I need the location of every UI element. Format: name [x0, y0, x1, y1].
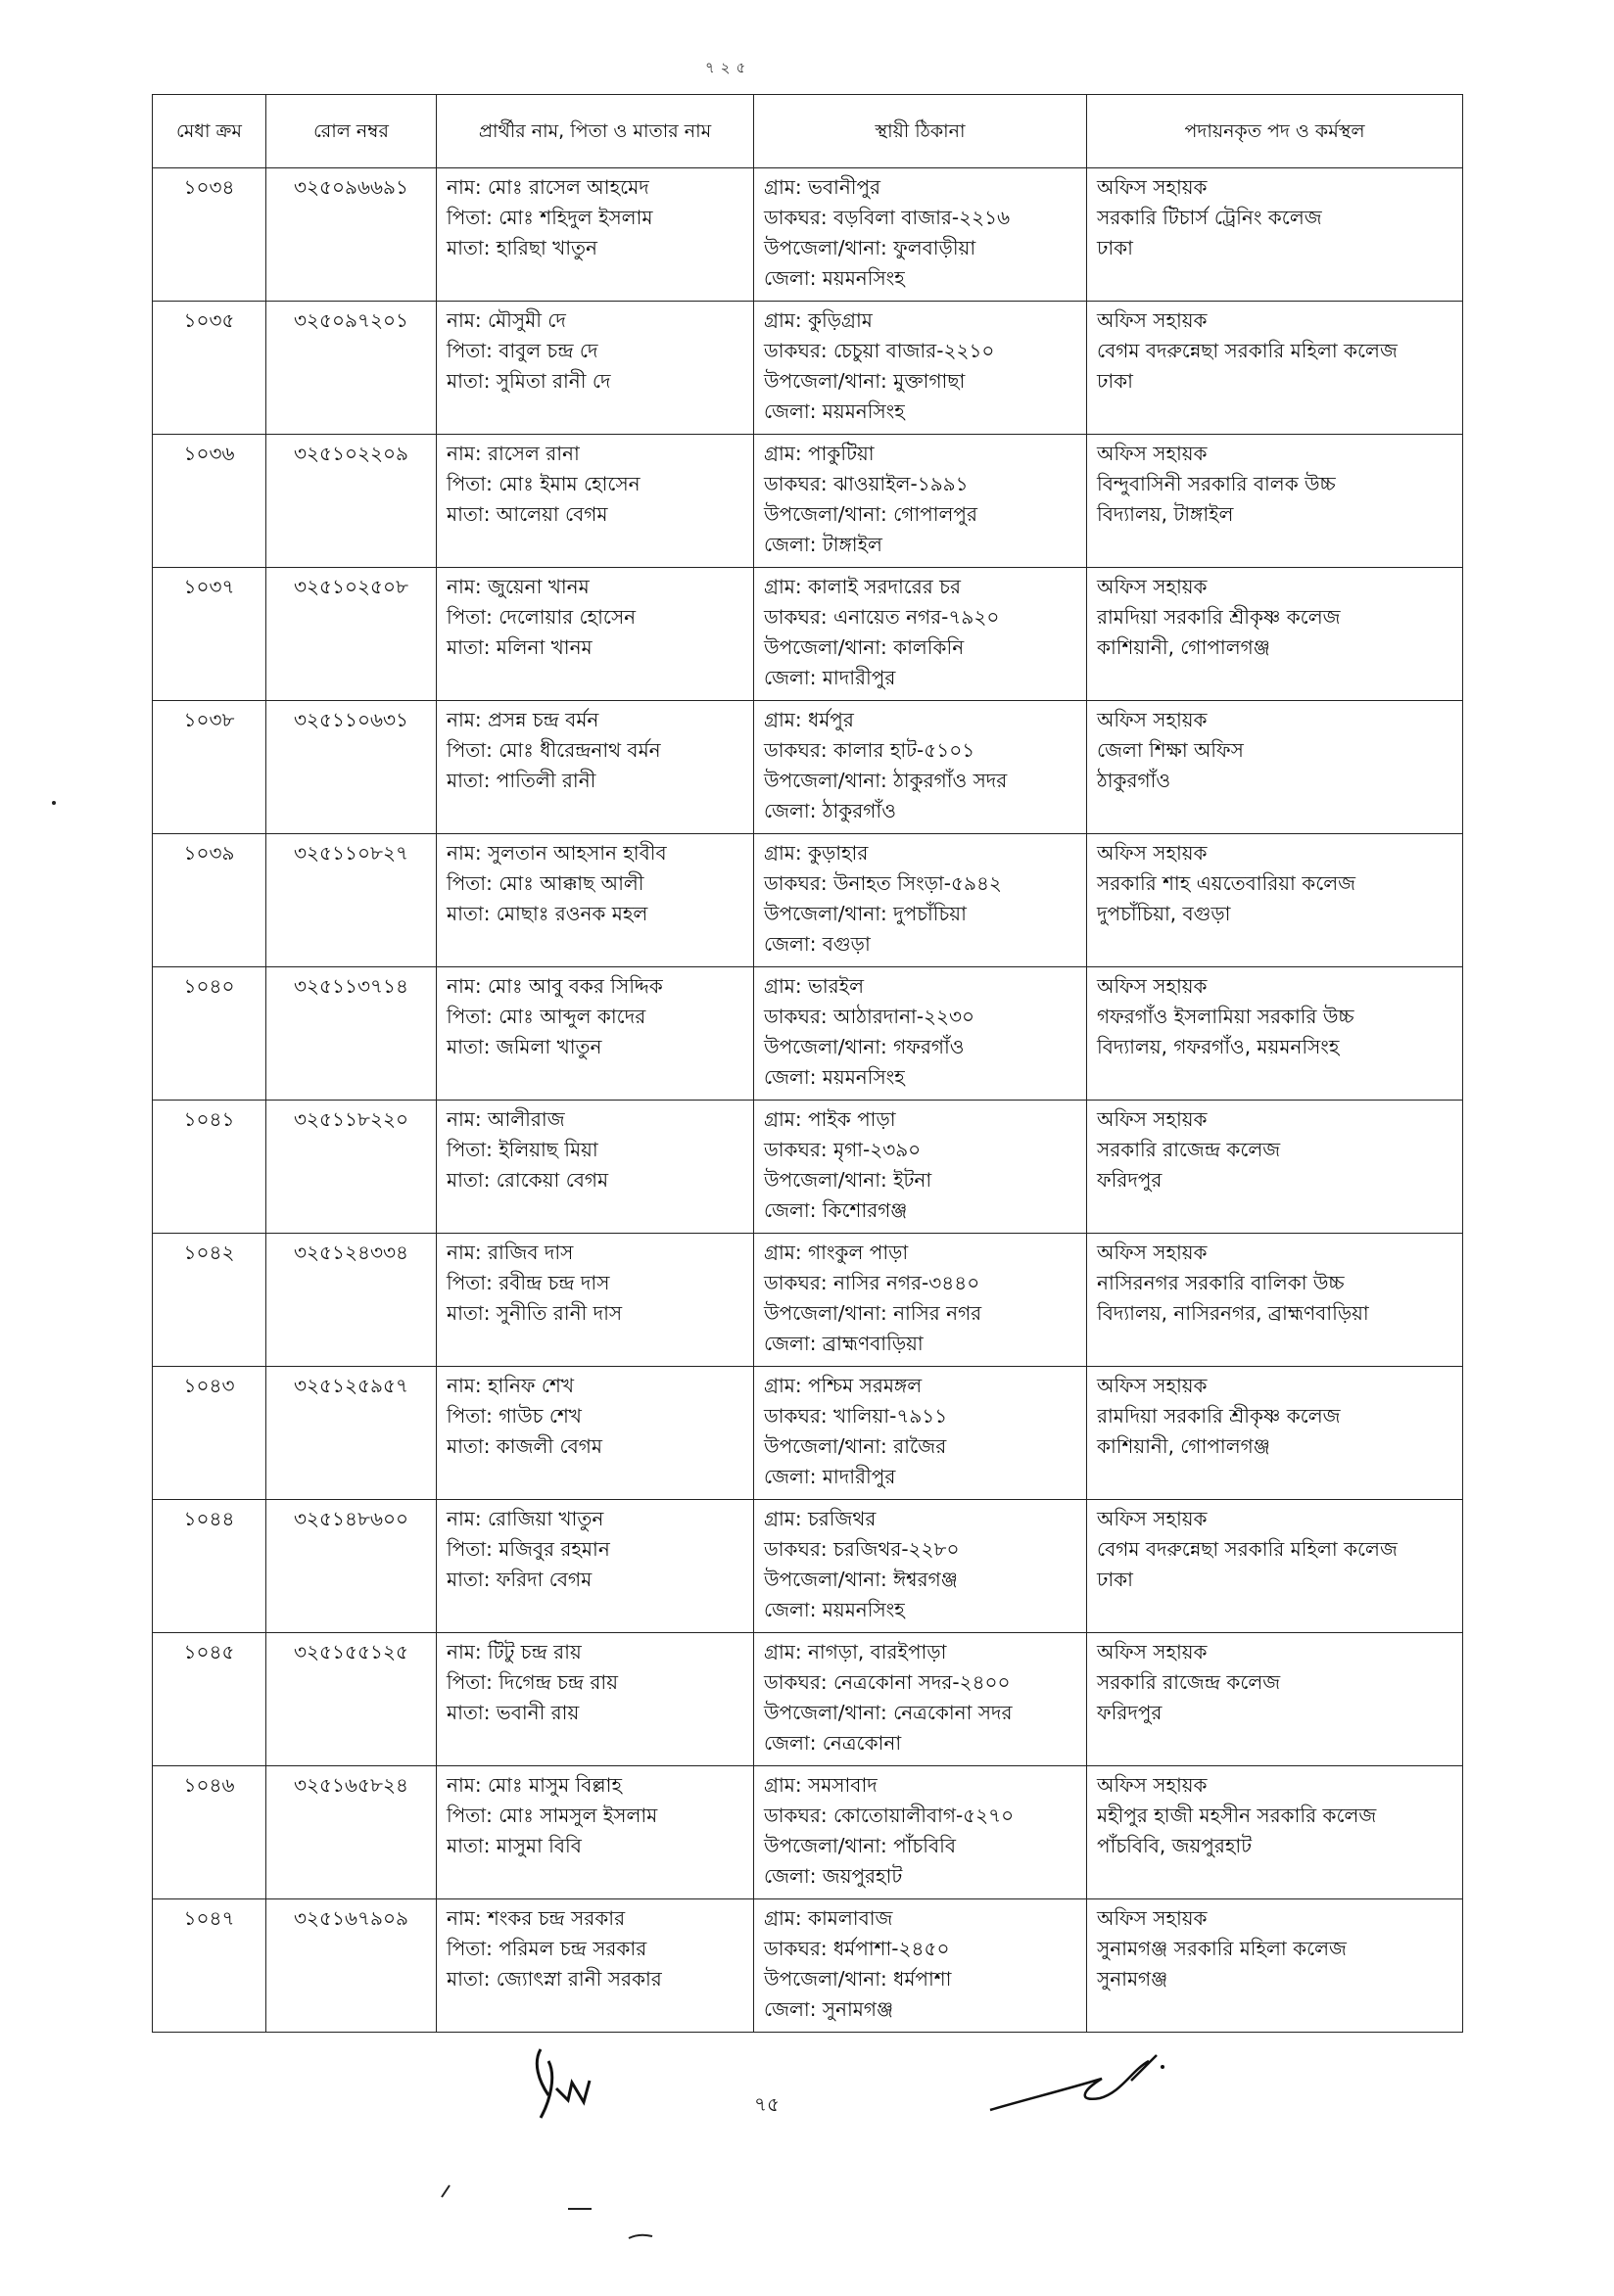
candidate-line: নাম: হানিফ শেখ: [447, 1374, 574, 1397]
address-line: ডাকঘর: চেচুয়া বাজার-২২১০: [764, 339, 995, 362]
address-line: উপজেলা/থানা: মুক্তাগাছা: [764, 369, 966, 393]
candidate-name-cell: [437, 967, 754, 1101]
left-signature: [527, 2041, 615, 2130]
address-line: ডাকঘর: চরজিথর-২২৮০: [764, 1537, 960, 1561]
candidate-line: মাতা: কাজলী বেগম: [447, 1434, 602, 1458]
posting-line: বেগম বদরুন্নেছা সরকারি মহিলা কলেজ: [1097, 339, 1398, 362]
roll-number-cell: ৩২৫১০২৫০৮: [266, 568, 437, 701]
posting-line: নাসিরনগর সরকারি বালিকা উচ্চ: [1097, 1271, 1345, 1294]
table-row: [153, 168, 1463, 302]
address-line: উপজেলা/থানা: পাঁচবিবি: [764, 1834, 956, 1857]
posting-line: বিদ্যালয়, গফরগাঁও, ময়মনসিংহ: [1097, 1035, 1340, 1058]
table-row: [153, 568, 1463, 701]
address-cell: [754, 1633, 1087, 1766]
candidate-line: নাম: সুলতান আহসান হাবীব: [447, 841, 667, 865]
address-line: গ্রাম: কুড়াহার: [764, 841, 869, 865]
address-line: জেলা: ময়মনসিংহ: [764, 399, 905, 423]
posting-line: বিদ্যালয়, নাসিরনগর, ব্রাহ্মণবাড়িয়া: [1097, 1301, 1369, 1325]
address-cell: [754, 1101, 1087, 1234]
candidate-line: পিতা: গাউচ শেখ: [447, 1404, 582, 1428]
posting-line: অফিস সহায়ক: [1097, 308, 1208, 332]
candidate-line: পিতা: মোঃ আক্কাছ আলী: [447, 871, 644, 895]
address-line: জেলা: ময়মনসিংহ: [764, 266, 905, 290]
candidate-line: মাতা: সুনীতি রানী দাস: [447, 1301, 623, 1325]
address-line: ডাকঘর: ধর্মপাশা-২৪৫০: [764, 1937, 950, 1960]
address-cell: [754, 568, 1087, 701]
address-line: জেলা: ঠাকুরগাঁও: [764, 799, 896, 822]
posting-line: অফিস সহায়ক: [1097, 575, 1208, 598]
table-row: [153, 1500, 1463, 1633]
roll-number-cell: ৩২৫১৬৭৯০৯: [266, 1899, 437, 2033]
posting-line: অফিস সহায়ক: [1097, 974, 1208, 998]
posting-line: অফিস সহায়ক: [1097, 1906, 1208, 1930]
candidate-line: নাম: মোঃ আবু বকর সিদ্দিক: [447, 974, 663, 998]
table-row: [153, 1101, 1463, 1234]
candidate-name-cell: [437, 435, 754, 568]
table-row: [153, 834, 1463, 967]
address-line: উপজেলা/থানা: ঠাকুরগাঁও সদর: [764, 769, 1008, 792]
address-line: ডাকঘর: এনায়েত নগর-৭৯২০: [764, 605, 1000, 629]
address-line: ডাকঘর: নেত্রকোনা সদর-২৪০০: [764, 1670, 1011, 1694]
posting-line: সরকারি টিচার্স ট্রেনিং কলেজ: [1097, 206, 1322, 229]
candidate-line: পিতা: মোঃ আব্দুল কাদের: [447, 1005, 646, 1028]
address-line: ডাকঘর: ঝাওয়াইল-১৯৯১: [764, 472, 969, 495]
candidate-line: পিতা: দিগেন্দ্র চন্দ্র রায়: [447, 1670, 619, 1694]
roll-number-cell: ৩২৫০৯৭২০১: [266, 302, 437, 435]
address-line: গ্রাম: চরজিথর: [764, 1507, 877, 1530]
posting-cell: [1087, 1633, 1463, 1766]
address-line: ডাকঘর: মৃগা-২৩৯০: [764, 1138, 922, 1161]
address-line: জেলা: ব্রাহ্মণবাড়িয়া: [764, 1332, 924, 1355]
candidate-name-cell: [437, 568, 754, 701]
table-row: [153, 1899, 1463, 2033]
address-line: ডাকঘর: নাসির নগর-৩৪৪০: [764, 1271, 980, 1294]
address-line: গ্রাম: পাইক পাড়া: [764, 1107, 896, 1131]
merit-list-table: [152, 94, 1463, 2033]
posting-cell: [1087, 1101, 1463, 1234]
table-row: [153, 701, 1463, 834]
page-top-mark: ৭২৫: [705, 59, 752, 76]
right-signature: [984, 2041, 1180, 2130]
candidate-line: মাতা: জ্যোৎস্না রানী সরকার: [447, 1967, 662, 1991]
table-row: [153, 1367, 1463, 1500]
candidate-line: পিতা: ইলিয়াছ মিয়া: [447, 1138, 598, 1161]
header-posting: পদায়নকৃত পদ ও কর্মস্থল: [1087, 95, 1463, 168]
candidate-name-cell: [437, 1633, 754, 1766]
candidate-line: পিতা: বাবুল চন্দ্র দে: [447, 339, 598, 362]
candidate-line: নাম: রাজিব দাস: [447, 1241, 574, 1264]
table-row: [153, 435, 1463, 568]
candidate-line: মাতা: মোছাঃ রওনক মহল: [447, 902, 648, 925]
posting-line: রামদিয়া সরকারি শ্রীকৃষ্ণ কলেজ: [1097, 1404, 1341, 1428]
header-roll-number: রোল নম্বর: [266, 95, 437, 168]
posting-cell: [1087, 1899, 1463, 2033]
posting-line: অফিস সহায়ক: [1097, 1241, 1208, 1264]
address-line: জেলা: নেত্রকোনা: [764, 1731, 902, 1755]
roll-number-cell: ৩২৫১৬৫৮২৪: [266, 1766, 437, 1899]
candidate-line: মাতা: রোকেয়া বেগম: [447, 1168, 609, 1192]
address-line: উপজেলা/থানা: কালকিনি: [764, 635, 965, 659]
posting-cell: [1087, 1766, 1463, 1899]
merit-serial-cell: ১০৩৫: [153, 302, 266, 435]
address-line: উপজেলা/থানা: দুপচাঁচিয়া: [764, 902, 967, 925]
candidate-line: নাম: জুয়েনা খানম: [447, 575, 590, 598]
posting-cell: [1087, 1234, 1463, 1367]
stray-mark: [627, 2230, 656, 2242]
address-line: গ্রাম: পাকুটিয়া: [764, 442, 875, 465]
candidate-line: মাতা: আলেয়া বেগম: [447, 502, 608, 526]
address-cell: [754, 435, 1087, 568]
posting-line: অফিস সহায়ক: [1097, 1374, 1208, 1397]
header-merit-serial: মেধা ক্রম: [153, 95, 266, 168]
address-cell: [754, 1367, 1087, 1500]
stray-mark: [566, 2203, 595, 2215]
candidate-line: পিতা: মোঃ সামসুল ইসলাম: [447, 1804, 658, 1827]
candidate-line: পিতা: মোঃ শহিদুল ইসলাম: [447, 206, 653, 229]
posting-line: ঢাকা: [1097, 1568, 1133, 1591]
candidate-line: পিতা: মোঃ ধীরেন্দ্রনাথ বর্মন: [447, 738, 661, 762]
merit-serial-cell: ১০৩৯: [153, 834, 266, 967]
roll-number-cell: ৩২৫১২৪৩৩৪: [266, 1234, 437, 1367]
candidate-line: পিতা: রবীন্দ্র চন্দ্র দাস: [447, 1271, 610, 1294]
address-line: উপজেলা/থানা: ফুলবাড়ীয়া: [764, 236, 976, 259]
posting-cell: [1087, 1500, 1463, 1633]
posting-line: ঢাকা: [1097, 236, 1133, 259]
posting-line: অফিস সহায়ক: [1097, 841, 1208, 865]
merit-serial-cell: ১০৪৪: [153, 1500, 266, 1633]
address-line: গ্রাম: কালাই সরদারের চর: [764, 575, 961, 598]
address-line: গ্রাম: নাগড়া, বারইপাড়া: [764, 1640, 947, 1663]
address-line: গ্রাম: কুড়িগ্রাম: [764, 308, 873, 332]
candidate-line: নাম: শংকর চন্দ্র সরকার: [447, 1906, 626, 1930]
address-cell: [754, 701, 1087, 834]
candidate-line: মাতা: পাতিলী রানী: [447, 769, 596, 792]
address-line: উপজেলা/থানা: গফরগাঁও: [764, 1035, 965, 1058]
posting-line: অফিস সহায়ক: [1097, 1107, 1208, 1131]
address-line: উপজেলা/থানা: ঈশ্বরগঞ্জ: [764, 1568, 958, 1591]
candidate-name-cell: [437, 1766, 754, 1899]
posting-line: মহীপুর হাজী মহসীন সরকারি কলেজ: [1097, 1804, 1377, 1827]
address-line: উপজেলা/থানা: রাজৈর: [764, 1434, 947, 1458]
candidate-line: মাতা: ভবানী রায়: [447, 1701, 580, 1724]
roll-number-cell: ৩২৫১১৩৭১৪: [266, 967, 437, 1101]
merit-serial-cell: ১০৪৫: [153, 1633, 266, 1766]
candidate-line: নাম: মোঃ মাসুম বিল্লাহ: [447, 1773, 622, 1797]
posting-line: সুনামগঞ্জ সরকারি মহিলা কলেজ: [1097, 1937, 1347, 1960]
table-row: [153, 1766, 1463, 1899]
posting-line: বিদ্যালয়, টাঙ্গাইল: [1097, 502, 1234, 526]
roll-number-cell: ৩২৫১১০৮২৭: [266, 834, 437, 967]
address-cell: [754, 1500, 1087, 1633]
roll-number-cell: ৩২৫০৯৬৬৯১: [266, 168, 437, 302]
roll-number-cell: ৩২৫১৫৫১২৫: [266, 1633, 437, 1766]
address-cell: [754, 302, 1087, 435]
header-permanent-address: স্থায়ী ঠিকানা: [754, 95, 1087, 168]
posting-line: বেগম বদরুন্নেছা সরকারি মহিলা কলেজ: [1097, 1537, 1398, 1561]
posting-cell: [1087, 1367, 1463, 1500]
posting-line: কাশিয়ানী, গোপালগঞ্জ: [1097, 635, 1270, 659]
posting-cell: [1087, 834, 1463, 967]
candidate-name-cell: [437, 1500, 754, 1633]
merit-serial-cell: ১০৪২: [153, 1234, 266, 1367]
address-cell: [754, 1234, 1087, 1367]
posting-line: সরকারি রাজেন্দ্র কলেজ: [1097, 1670, 1281, 1694]
address-line: উপজেলা/থানা: ধর্মপাশা: [764, 1967, 952, 1991]
address-line: জেলা: মাদারীপুর: [764, 666, 896, 689]
table-header: [153, 95, 1463, 168]
merit-serial-cell: ১০৩৪: [153, 168, 266, 302]
merit-serial-cell: ১০৩৭: [153, 568, 266, 701]
candidate-name-cell: [437, 1899, 754, 2033]
address-cell: [754, 1766, 1087, 1899]
posting-cell: [1087, 967, 1463, 1101]
address-line: গ্রাম: ভারইল: [764, 974, 864, 998]
address-line: জেলা: কিশোরগঞ্জ: [764, 1198, 908, 1222]
candidate-line: পিতা: মোঃ ইমাম হোসেন: [447, 472, 641, 495]
address-line: উপজেলা/থানা: নেত্রকোনা সদর: [764, 1701, 1013, 1724]
table-row: [153, 302, 1463, 435]
posting-line: সরকারি রাজেন্দ্র কলেজ: [1097, 1138, 1281, 1161]
posting-line: বিন্দুবাসিনী সরকারি বালক উচ্চ: [1097, 472, 1336, 495]
candidate-name-cell: [437, 168, 754, 302]
roll-number-cell: ৩২৫১১০৬৩১: [266, 701, 437, 834]
roll-number-cell: ৩২৫১০২২০৯: [266, 435, 437, 568]
posting-line: দুপচাঁচিয়া, বগুড়া: [1097, 902, 1231, 925]
address-line: জেলা: ময়মনসিংহ: [764, 1598, 905, 1621]
address-line: ডাকঘর: খালিয়া-৭৯১১: [764, 1404, 948, 1428]
table-row: [153, 1234, 1463, 1367]
address-line: গ্রাম: সমসাবাদ: [764, 1773, 878, 1797]
posting-line: সরকারি শাহ এয়তেবারিয়া কলেজ: [1097, 871, 1356, 895]
candidate-line: নাম: মোঃ রাসেল আহমেদ: [447, 175, 649, 199]
candidate-name-cell: [437, 302, 754, 435]
address-cell: [754, 834, 1087, 967]
posting-line: কাশিয়ানী, গোপালগঞ্জ: [1097, 1434, 1270, 1458]
address-line: জেলা: সুনামগঞ্জ: [764, 1997, 894, 2021]
table-row: [153, 967, 1463, 1101]
candidate-line: মাতা: মাসুমা বিবি: [447, 1834, 582, 1857]
address-line: উপজেলা/থানা: ইটনা: [764, 1168, 932, 1192]
posting-line: ফরিদপুর: [1097, 1168, 1163, 1192]
roll-number-cell: ৩২৫১১৮২২০: [266, 1101, 437, 1234]
address-line: ডাকঘর: আঠারদানা-২২৩০: [764, 1005, 975, 1028]
address-line: ডাকঘর: বড়বিলা বাজার-২২১৬: [764, 206, 1011, 229]
merit-serial-cell: ১০৪৬: [153, 1766, 266, 1899]
candidate-line: মাতা: মলিনা খানম: [447, 635, 593, 659]
table-row: [153, 1633, 1463, 1766]
candidate-name-cell: [437, 1234, 754, 1367]
merit-serial-cell: ১০৪১: [153, 1101, 266, 1234]
posting-line: অফিস সহায়ক: [1097, 442, 1208, 465]
candidate-line: নাম: প্রসন্ন চন্দ্র বর্মন: [447, 708, 599, 731]
address-line: গ্রাম: ভবানীপুর: [764, 175, 881, 199]
merit-serial-cell: ১০৪৭: [153, 1899, 266, 2033]
candidate-name-cell: [437, 834, 754, 967]
address-line: জেলা: মাদারীপুর: [764, 1465, 896, 1488]
merit-serial-cell: ১০৩৬: [153, 435, 266, 568]
roll-number-cell: ৩২৫১২৫৯৫৭: [266, 1367, 437, 1500]
merit-serial-cell: ১০৪০: [153, 967, 266, 1101]
posting-line: অফিস সহায়ক: [1097, 1640, 1208, 1663]
posting-line: অফিস সহায়ক: [1097, 708, 1208, 731]
address-line: উপজেলা/থানা: গোপালপুর: [764, 502, 977, 526]
posting-line: সুনামগঞ্জ: [1097, 1967, 1168, 1991]
address-line: গ্রাম: পশ্চিম সরমঙ্গল: [764, 1374, 923, 1397]
address-line: জেলা: টাঙ্গাইল: [764, 533, 882, 556]
posting-cell: [1087, 168, 1463, 302]
header-candidate-name: প্রার্থীর নাম, পিতা ও মাতার নাম: [437, 95, 754, 168]
address-line: উপজেলা/থানা: নাসির নগর: [764, 1301, 982, 1325]
posting-line: অফিস সহায়ক: [1097, 1773, 1208, 1797]
posting-line: ঠাকুরগাঁও: [1097, 769, 1171, 792]
candidate-name-cell: [437, 701, 754, 834]
address-cell: [754, 1899, 1087, 2033]
candidate-line: মাতা: হারিছা খাতুন: [447, 236, 597, 259]
candidate-line: নাম: রোজিয়া খাতুন: [447, 1507, 604, 1530]
candidate-line: নাম: রাসেল রানা: [447, 442, 580, 465]
posting-line: জেলা শিক্ষা অফিস: [1097, 738, 1244, 762]
candidate-line: পিতা: দেলোয়ার হোসেন: [447, 605, 637, 629]
candidate-name-cell: [437, 1101, 754, 1234]
address-cell: [754, 967, 1087, 1101]
page-number: ৭৫: [754, 2092, 780, 2116]
candidate-line: নাম: টিটু চন্দ্র রায়: [447, 1640, 582, 1663]
candidate-line: মাতা: ফরিদা বেগম: [447, 1568, 593, 1591]
posting-cell: [1087, 435, 1463, 568]
posting-cell: [1087, 701, 1463, 834]
merit-serial-cell: ১০৩৮: [153, 701, 266, 834]
candidate-line: নাম: আলীরাজ: [447, 1107, 565, 1131]
address-line: জেলা: বগুড়া: [764, 932, 871, 956]
address-line: জেলা: ময়মনসিংহ: [764, 1065, 905, 1089]
candidate-line: মাতা: জমিলা খাতুন: [447, 1035, 602, 1058]
posting-line: গফরগাঁও ইসলামিয়া সরকারি উচ্চ: [1097, 1005, 1354, 1028]
address-line: গ্রাম: কামলাবাজ: [764, 1906, 893, 1930]
stray-mark: [438, 2181, 457, 2201]
candidate-line: পিতা: মজিবুর রহমান: [447, 1537, 610, 1561]
posting-line: পাঁচবিবি, জয়পুরহাট: [1097, 1834, 1253, 1857]
address-line: জেলা: জয়পুরহাট: [764, 1864, 903, 1888]
posting-line: অফিস সহায়ক: [1097, 1507, 1208, 1530]
candidate-line: পিতা: পরিমল চন্দ্র সরকার: [447, 1937, 647, 1960]
posting-line: অফিস সহায়ক: [1097, 175, 1208, 199]
roll-number-cell: ৩২৫১৪৮৬০০: [266, 1500, 437, 1633]
address-line: ডাকঘর: কালার হাট-৫১০১: [764, 738, 975, 762]
address-line: ডাকঘর: কোতোয়ালীবাগ-৫২৭০: [764, 1804, 1015, 1827]
candidate-name-cell: [437, 1367, 754, 1500]
posting-line: ফরিদপুর: [1097, 1701, 1163, 1724]
candidate-line: মাতা: সুমিতা রানী দে: [447, 369, 611, 393]
stray-mark: [49, 798, 59, 808]
posting-line: রামদিয়া সরকারি শ্রীকৃষ্ণ কলেজ: [1097, 605, 1341, 629]
table-body: [153, 168, 1463, 2033]
address-cell: [754, 168, 1087, 302]
posting-line: ঢাকা: [1097, 369, 1133, 393]
address-line: ডাকঘর: উনাহত সিংড়া-৫৯৪২: [764, 871, 1002, 895]
posting-cell: [1087, 302, 1463, 435]
candidate-line: নাম: মৌসুমী দে: [447, 308, 566, 332]
address-line: গ্রাম: ধর্মপুর: [764, 708, 854, 731]
merit-serial-cell: ১০৪৩: [153, 1367, 266, 1500]
posting-cell: [1087, 568, 1463, 701]
address-line: গ্রাম: গাংকুল পাড়া: [764, 1241, 909, 1264]
